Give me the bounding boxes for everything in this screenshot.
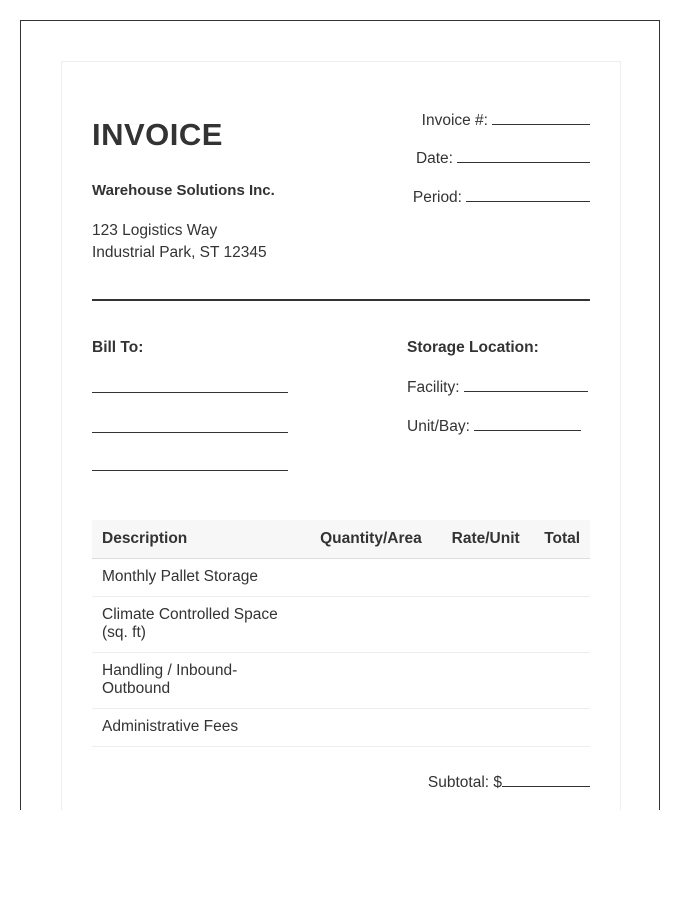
subtotal-label: Subtotal: $ xyxy=(427,774,502,791)
charges-table xyxy=(92,520,590,747)
row-rate-cell[interactable] xyxy=(437,597,534,653)
company-name: Warehouse Solutions Inc. xyxy=(92,182,275,199)
table-row xyxy=(92,597,590,653)
bill-to-heading: Bill To: xyxy=(92,339,144,356)
table-row xyxy=(92,559,590,597)
row-description: Monthly Pallet Storage xyxy=(92,559,305,597)
row-rate-cell[interactable] xyxy=(437,709,534,747)
company-address xyxy=(92,220,267,264)
facility-label: Facility: xyxy=(407,379,460,396)
row-quantity-cell[interactable] xyxy=(305,653,437,709)
subtotal-field xyxy=(428,772,590,792)
bill-to-line-2[interactable] xyxy=(92,432,288,433)
unit-bay-field xyxy=(407,416,581,436)
company-address-line-2: Industrial Park, ST 12345 xyxy=(92,244,267,261)
date-label: Date: xyxy=(415,150,453,167)
header-description: Description xyxy=(92,520,305,559)
period-blank[interactable] xyxy=(466,187,590,202)
header-rate-unit: Rate/Unit xyxy=(437,520,534,559)
bill-to-line-1[interactable] xyxy=(92,392,288,393)
row-quantity-cell[interactable] xyxy=(305,709,437,747)
period-field xyxy=(413,187,590,207)
subtotal-blank[interactable] xyxy=(502,772,590,787)
row-total-cell[interactable] xyxy=(534,597,590,653)
row-description: Climate Controlled Space (sq. ft) xyxy=(92,597,305,653)
invoice-number-blank[interactable] xyxy=(492,110,590,125)
invoice-page xyxy=(61,61,621,810)
header-divider xyxy=(92,299,590,301)
bill-to-line-3[interactable] xyxy=(92,470,288,471)
invoice-number-label: Invoice #: xyxy=(421,112,488,129)
row-total-cell[interactable] xyxy=(534,653,590,709)
row-description: Handling / Inbound-Outbound xyxy=(92,653,305,709)
table-header-row xyxy=(92,520,590,559)
invoice-title: INVOICE xyxy=(92,117,223,152)
facility-field xyxy=(407,377,588,397)
period-label: Period: xyxy=(412,189,462,206)
row-rate-cell[interactable] xyxy=(437,653,534,709)
date-blank[interactable] xyxy=(457,148,590,163)
date-field xyxy=(416,148,590,168)
row-rate-cell[interactable] xyxy=(437,559,534,597)
storage-location-heading: Storage Location: xyxy=(407,339,539,356)
unit-bay-label: Unit/Bay: xyxy=(407,418,470,435)
header-quantity-area: Quantity/Area xyxy=(305,520,437,559)
company-address-line-1: 123 Logistics Way xyxy=(92,222,218,239)
row-quantity-cell[interactable] xyxy=(305,559,437,597)
row-total-cell[interactable] xyxy=(534,559,590,597)
document-frame xyxy=(20,20,660,810)
facility-blank[interactable] xyxy=(464,377,588,392)
row-description: Administrative Fees xyxy=(92,709,305,747)
invoice-number-field xyxy=(422,110,590,130)
row-total-cell[interactable] xyxy=(534,709,590,747)
table-row xyxy=(92,653,590,709)
header-total: Total xyxy=(534,520,590,559)
table-row xyxy=(92,709,590,747)
row-quantity-cell[interactable] xyxy=(305,597,437,653)
unit-bay-blank[interactable] xyxy=(474,416,581,431)
